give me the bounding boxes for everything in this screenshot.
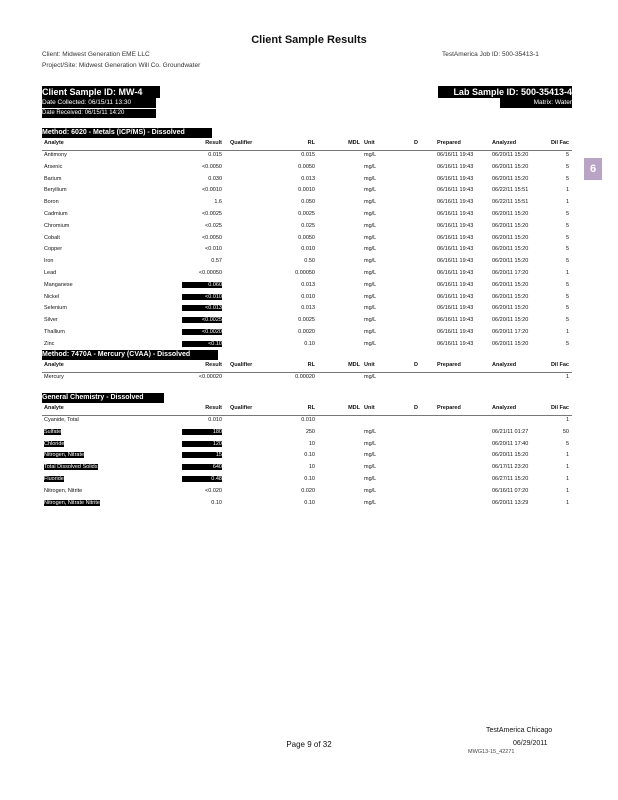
dil-fac-cell: 5 [565, 234, 569, 241]
table-row [42, 500, 572, 510]
prepared-cell: 06/16/11 19:43 [437, 187, 474, 194]
analyzed-cell: 06/20/11 15:20 [492, 152, 529, 158]
analyte-cell: Chromium [44, 222, 70, 229]
footer-company: TestAmerica Chicago [486, 727, 553, 734]
rl-cell: 0.013 [301, 305, 315, 312]
unit-cell: mg/L [364, 440, 377, 447]
table-row [42, 199, 572, 209]
rl-cell: 10 [308, 464, 315, 471]
col-prepared: Prepared [437, 362, 461, 368]
analyzed-cell: 06/20/11 15:20 [492, 305, 529, 312]
dil-fac-cell: 5 [565, 211, 569, 217]
dil-fac-cell: 1 [565, 329, 569, 335]
result-cell: 0.57 [211, 258, 222, 265]
dil-fac-cell: 5 [565, 281, 569, 288]
dil-fac-cell: 5 [565, 317, 569, 324]
result-cell: 640 [182, 464, 222, 470]
col-unit: Unit [364, 140, 375, 146]
rl-cell: 0.0025 [298, 317, 315, 324]
section-tab-marker: 6 [584, 158, 602, 180]
prepared-cell: 06/16/11 19:43 [437, 152, 474, 158]
rl-cell: 0.010 [301, 417, 315, 423]
analyte-cell: Manganese [44, 281, 73, 288]
prepared-cell: 06/16/11 19:43 [437, 175, 474, 182]
analyzed-cell: 06/20/11 15:20 [492, 211, 529, 217]
result-cell: 0.010 [208, 417, 222, 423]
dil-fac-cell: 5 [565, 340, 569, 347]
dil-fac-cell: 1 [565, 187, 569, 194]
unit-cell: mg/L [364, 464, 377, 471]
prepared-cell: 06/16/11 19:43 [437, 329, 474, 335]
date-received: Date Received: 06/15/11 14:20 [42, 109, 156, 118]
col-dil-fac: Dil Fac [550, 405, 569, 411]
table-row [42, 246, 572, 256]
analyte-cell: Cadmium [44, 211, 68, 217]
analyzed-cell: 06/16/11 07:20 [492, 487, 529, 494]
analyzed-cell: 06/20/11 15:20 [492, 317, 529, 324]
result-cell: 0.10 [211, 499, 222, 506]
table-row [42, 452, 572, 462]
analyzed-cell: 06/20/11 15:20 [492, 163, 529, 170]
unit-cell: mg/L [364, 487, 377, 494]
col-unit: Unit [364, 362, 375, 368]
col-mdl: MDL [348, 405, 360, 411]
analyte-cell: Nickel [44, 293, 59, 300]
col-rl: RL [307, 140, 315, 146]
rl-cell: 0.0010 [298, 187, 315, 194]
rl-cell: 0.020 [301, 487, 315, 494]
unit-cell: mg/L [364, 305, 377, 312]
table-row [42, 294, 572, 304]
general-chemistry-section [42, 393, 572, 505]
analyzed-cell: 06/20/11 17:20 [492, 270, 529, 276]
result-cell: 1.6 [214, 199, 222, 206]
table-row [42, 476, 572, 486]
project-site: Project/Site: Midwest Generation Will Co. Groundwater [42, 62, 201, 69]
result-cell: 0.48 [182, 476, 222, 482]
prepared-cell: 06/16/11 19:43 [437, 222, 474, 229]
col-rl: RL [307, 405, 315, 411]
analyzed-cell: 06/20/11 15:20 [492, 234, 529, 241]
analyte-cell: Boron [44, 199, 59, 206]
analyte-cell: Beryllium [44, 187, 67, 194]
footer-doc-code: MWG13-15_42271 [468, 749, 515, 755]
analyte-cell: Mercury [44, 374, 64, 380]
col-qualifier: Qualifier [230, 140, 253, 146]
rl-cell: 250 [305, 428, 315, 435]
analyzed-cell: 06/20/11 15:20 [492, 293, 529, 300]
analyte-cell: Cyanide, Total [44, 417, 79, 423]
col-analyzed: Analyzed [492, 405, 517, 411]
analyzed-cell: 06/22/11 15:51 [492, 199, 529, 206]
rl-cell: 0.013 [301, 281, 315, 288]
table-row [42, 223, 572, 233]
unit-cell: mg/L [364, 175, 377, 182]
prepared-cell: 06/16/11 19:43 [437, 293, 474, 300]
prepared-cell: 06/16/11 19:43 [437, 163, 474, 170]
analyte-cell: Zinc [44, 340, 55, 347]
rl-cell: 0.50 [304, 258, 315, 265]
prepared-cell: 06/16/11 19:43 [437, 270, 474, 276]
dil-fac-cell: 5 [565, 258, 569, 265]
analyte-cell: Nitrogen, Nitrate [44, 452, 85, 459]
unit-cell: mg/L [364, 340, 377, 347]
result-cell: <0.013 [182, 305, 222, 311]
dil-fac-cell: 1 [565, 270, 569, 276]
rl-cell: 0.015 [301, 152, 315, 158]
mercury-section [42, 350, 572, 382]
footer-date: 06/29/2011 [513, 740, 548, 747]
result-cell: <0.010 [182, 294, 222, 300]
result-cell: <0.00020 [198, 374, 222, 380]
dil-fac-cell: 1 [565, 417, 569, 423]
analyte-cell: Copper [44, 246, 63, 253]
table-row [42, 270, 572, 280]
unit-cell: mg/L [364, 293, 377, 300]
analyzed-cell: 06/20/11 15:20 [492, 246, 529, 253]
analyte-cell: Chloride [44, 440, 65, 447]
lab-sample-id: Lab Sample ID: 500-35413-4 [438, 86, 572, 98]
rl-cell: 0.00020 [295, 374, 315, 380]
table-row [42, 282, 572, 292]
unit-cell: mg/L [364, 163, 377, 170]
dil-fac-cell: 5 [565, 222, 569, 229]
rl-cell: 0.0050 [298, 234, 315, 241]
page-title: Client Sample Results [251, 34, 367, 46]
dil-fac-cell: 50 [562, 428, 569, 435]
table-row [42, 187, 572, 197]
rl-cell: 0.10 [304, 499, 315, 506]
col-prepared: Prepared [437, 140, 461, 146]
metals-section [42, 128, 572, 360]
unit-cell: mg/L [364, 499, 377, 506]
dil-fac-cell: 1 [565, 487, 569, 494]
analyzed-cell: 06/20/11 15:20 [492, 175, 529, 182]
unit-cell: mg/L [364, 246, 377, 253]
table-row [42, 329, 572, 339]
rl-cell: 0.0050 [298, 163, 315, 170]
analyzed-cell: 06/20/11 17:20 [492, 329, 529, 335]
dil-fac-cell: 1 [565, 452, 569, 459]
result-cell: 120 [182, 441, 222, 447]
col-dil-fac: Dil Fac [550, 140, 569, 146]
analyte-cell: Lead [44, 270, 57, 276]
table-row [42, 488, 572, 498]
footer-page-number: Page 9 of 32 [286, 740, 332, 749]
result-cell: <0.0050 [201, 234, 222, 241]
analyzed-cell: 06/20/11 13:29 [492, 499, 529, 506]
table-row [42, 305, 572, 315]
date-collected: Date Collected: 06/15/11 13:30 [42, 98, 156, 108]
table-row [42, 152, 572, 162]
analyzed-cell: 06/20/11 15:20 [492, 222, 529, 229]
table-row [42, 429, 572, 439]
table-row [42, 176, 572, 186]
unit-cell: mg/L [364, 428, 377, 435]
prepared-cell: 06/16/11 19:43 [437, 317, 474, 324]
rl-cell: 10 [308, 440, 315, 447]
col-result: Result [205, 405, 222, 411]
col-qualifier: Qualifier [230, 362, 253, 368]
rl-cell: 0.010 [301, 246, 315, 253]
job-id: TestAmerica Job ID: 500-35413-1 [442, 51, 539, 58]
prepared-cell: 06/16/11 19:43 [437, 340, 474, 347]
col-qualifier: Qualifier [230, 405, 253, 411]
unit-cell: mg/L [364, 329, 377, 335]
analyzed-cell: 06/20/11 15:20 [492, 452, 529, 459]
dil-fac-cell: 5 [565, 440, 569, 447]
rl-cell: 0.025 [301, 222, 315, 229]
result-cell: 15 [182, 452, 222, 458]
analyte-cell: Thallium [44, 329, 65, 335]
unit-cell: mg/L [364, 211, 377, 217]
result-cell: 0.030 [208, 175, 222, 182]
col-unit: Unit [364, 405, 375, 411]
prepared-cell: 06/16/11 19:43 [437, 281, 474, 288]
col-dil-fac: Dil Fac [550, 362, 569, 368]
section-title: General Chemistry - Dissolved [42, 393, 164, 403]
unit-cell: mg/L [364, 270, 377, 276]
table-row [42, 164, 572, 174]
dil-fac-cell: 5 [565, 175, 569, 182]
col-result: Result [205, 140, 222, 146]
result-cell: <0.10 [182, 341, 222, 347]
dil-fac-cell: 5 [565, 246, 569, 253]
analyte-cell: Total Dissolved Solids [44, 464, 98, 471]
col-d: D [414, 362, 418, 368]
rl-cell: 0.050 [301, 199, 315, 206]
result-cell: 0.015 [208, 152, 222, 158]
table-row [42, 464, 572, 474]
unit-cell: mg/L [364, 476, 377, 482]
unit-cell: mg/L [364, 234, 377, 241]
analyzed-cell: 06/27/11 15:20 [492, 476, 529, 482]
unit-cell: mg/L [364, 452, 377, 459]
result-cell: 0.060 [182, 282, 222, 288]
client-name: Client: Midwest Generation EME LLC [42, 51, 150, 58]
table-row [42, 258, 572, 268]
unit-cell: mg/L [364, 281, 377, 288]
col-d: D [414, 140, 418, 146]
unit-cell: mg/L [364, 222, 377, 229]
analyte-cell: Silver [44, 317, 58, 324]
rl-cell: 0.10 [304, 476, 315, 482]
table-row [42, 235, 572, 245]
result-cell: <0.0025 [182, 317, 222, 323]
dil-fac-cell: 1 [565, 199, 569, 206]
section-title: Method: 7470A - Mercury (CVAA) - Dissolved [42, 350, 218, 360]
col-rl: RL [307, 362, 315, 368]
result-cell: 180 [182, 429, 222, 435]
analyzed-cell: 06/20/11 15:20 [492, 281, 529, 288]
analyzed-cell: 06/20/11 17:40 [492, 440, 529, 447]
prepared-cell: 06/16/11 19:43 [437, 234, 474, 241]
matrix: Matrix: Water [500, 98, 572, 108]
unit-cell: mg/L [364, 152, 377, 158]
dil-fac-cell: 5 [565, 293, 569, 300]
analyzed-cell: 06/20/11 15:20 [492, 258, 529, 265]
result-cell: <0.0025 [201, 211, 222, 217]
unit-cell: mg/L [364, 187, 377, 194]
unit-cell: mg/L [364, 317, 377, 324]
analyte-cell: Sulfate [44, 428, 62, 435]
prepared-cell: 06/16/11 19:43 [437, 211, 474, 217]
analyte-cell: Antimony [44, 152, 67, 158]
section-title: Method: 6020 - Metals (ICP/MS) - Dissolved [42, 128, 212, 138]
prepared-cell: 06/16/11 19:43 [437, 258, 474, 265]
table-row [42, 374, 572, 384]
dil-fac-cell: 1 [565, 476, 569, 482]
dil-fac-cell: 1 [565, 374, 569, 380]
result-cell: <0.00050 [198, 270, 222, 276]
table-header [42, 140, 572, 151]
unit-cell: mg/L [364, 199, 377, 206]
table-row [42, 211, 572, 221]
analyte-cell: Arsenic [44, 163, 63, 170]
rl-cell: 0.010 [301, 293, 315, 300]
result-cell: <0.0010 [201, 187, 222, 194]
table-header [42, 405, 572, 416]
client-sample-id: Client Sample ID: MW-4 [42, 86, 160, 98]
table-row [42, 441, 572, 451]
col-prepared: Prepared [437, 405, 461, 411]
col-mdl: MDL [348, 362, 360, 368]
prepared-cell: 06/16/11 19:43 [437, 305, 474, 312]
dil-fac-cell: 1 [565, 499, 569, 506]
result-cell: <0.0050 [201, 163, 222, 170]
analyzed-cell: 06/17/11 23:20 [492, 464, 529, 471]
result-cell: <0.020 [205, 487, 222, 494]
col-analyzed: Analyzed [492, 140, 517, 146]
col-result: Result [205, 362, 222, 368]
analyzed-cell: 06/20/11 15:20 [492, 340, 529, 347]
prepared-cell: 06/16/11 19:43 [437, 246, 474, 253]
rl-cell: 0.00050 [295, 270, 315, 276]
result-cell: <0.010 [205, 246, 222, 253]
col-analyte: Analyte [44, 140, 64, 146]
analyzed-cell: 06/21/11 01:27 [492, 428, 529, 435]
rl-cell: 0.013 [301, 175, 315, 182]
prepared-cell: 06/16/11 19:43 [437, 199, 474, 206]
analyte-cell: Nitrogen, Nitrite [44, 487, 83, 494]
analyte-cell: Iron [44, 258, 54, 265]
analyzed-cell: 06/22/11 15:51 [492, 187, 529, 194]
col-analyte: Analyte [44, 362, 64, 368]
rl-cell: 0.10 [304, 452, 315, 459]
analyte-cell: Barium [44, 175, 62, 182]
unit-cell: mg/L [364, 258, 377, 265]
rl-cell: 0.0020 [298, 329, 315, 335]
analyte-cell: Fluoride [44, 476, 64, 482]
analyte-cell: Nitrogen, Nitrate Nitrite [44, 499, 100, 506]
col-analyte: Analyte [44, 405, 64, 411]
col-d: D [414, 405, 418, 411]
result-cell: <0.0020 [182, 329, 222, 335]
rl-cell: 0.10 [304, 340, 315, 347]
unit-cell: mg/L [364, 374, 377, 380]
dil-fac-cell: 5 [565, 305, 569, 312]
table-row [42, 317, 572, 327]
dil-fac-cell: 5 [565, 163, 569, 170]
table-row [42, 417, 572, 427]
dil-fac-cell: 5 [565, 152, 569, 158]
result-cell: <0.025 [205, 222, 222, 229]
table-header [42, 362, 572, 373]
col-mdl: MDL [348, 140, 360, 146]
col-analyzed: Analyzed [492, 362, 517, 368]
rl-cell: 0.0025 [298, 211, 315, 217]
dil-fac-cell: 1 [565, 464, 569, 471]
analyte-cell: Selenium [44, 305, 67, 312]
analyte-cell: Cobalt [44, 234, 60, 241]
